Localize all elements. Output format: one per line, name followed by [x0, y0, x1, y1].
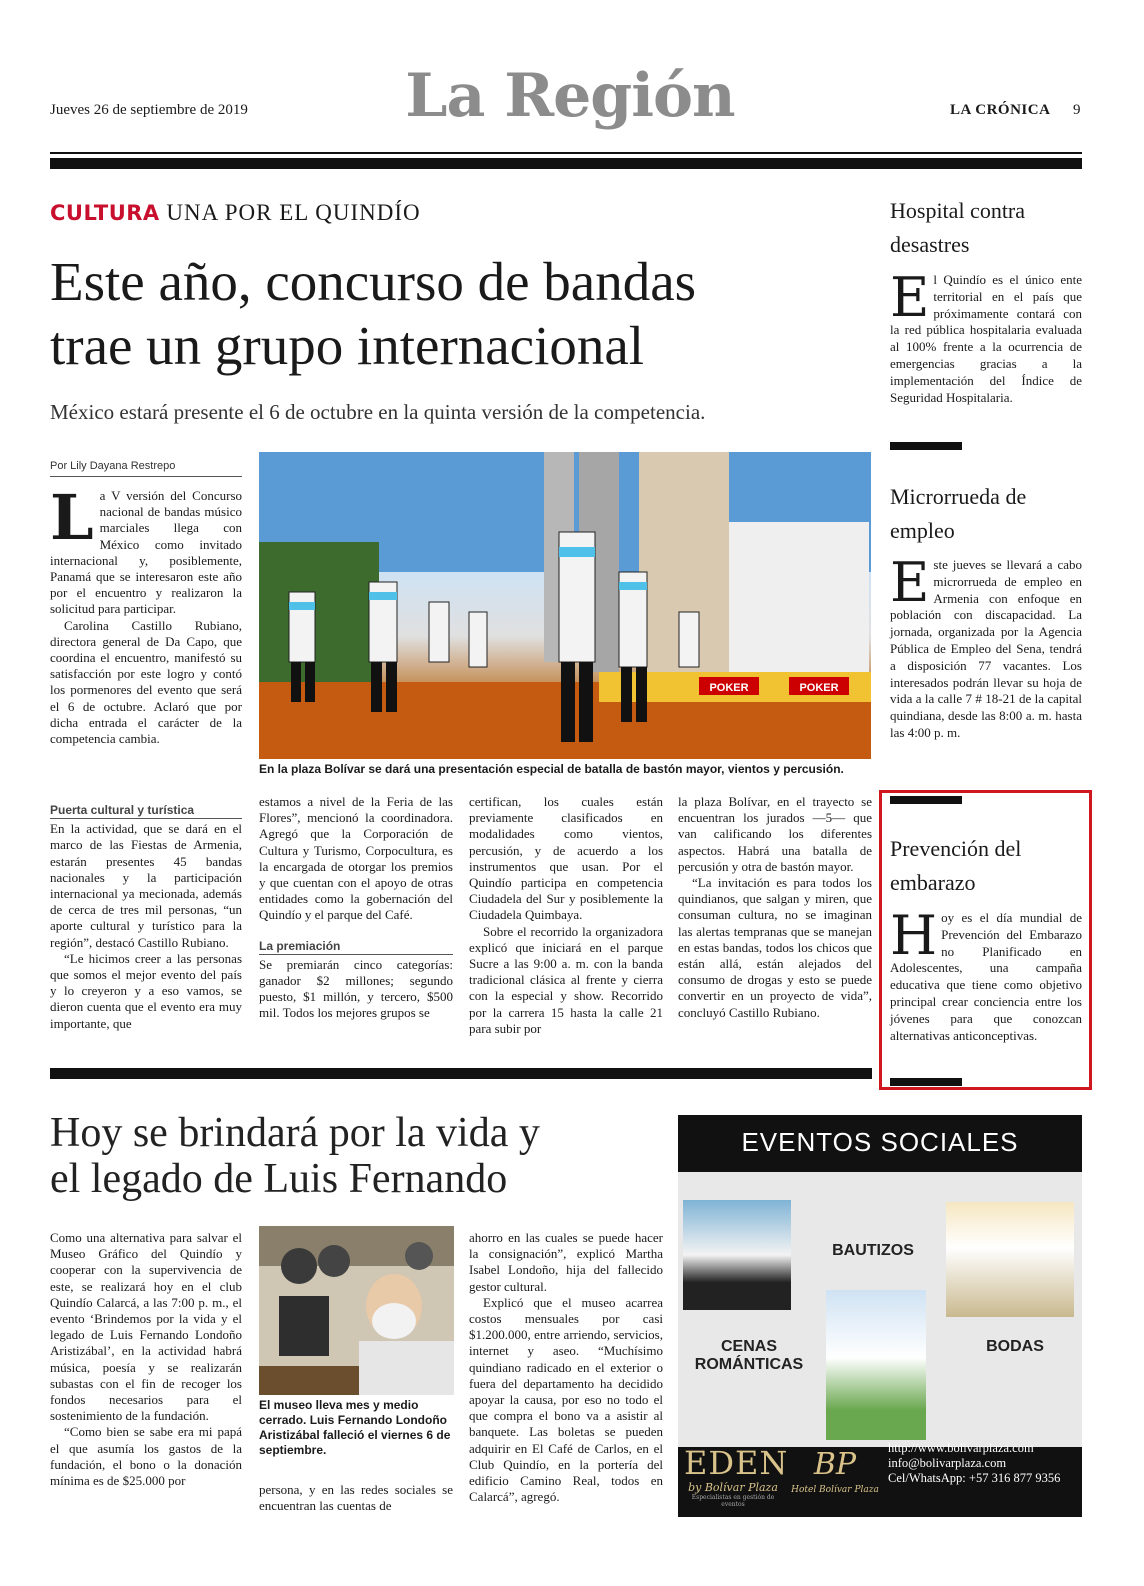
- ad-label-bautizos: BAUTIZOS: [832, 1242, 914, 1259]
- sidebar-dropcap-empleo: E: [890, 551, 930, 614]
- second-paragraph-5: Explicó que el museo acarrea costos mensuales por casi $1.200.000, entre arriendo, servicios, internet y aseo. “Muchísimo quindiano radicado en el exterior o fuera del departamento ha decidido apoyar la causa, por eso no todo el que compra el bono va a asistir al banquete. Las boletas se pueden adquirir en El Café de Carlos, en el Club Quindío, en la portería del edificio Camino Real, todos en Calarcá”, agregó.: [469, 1294, 663, 1505]
- ad-photo-venue: [826, 1290, 926, 1440]
- main-paragraph-7: certifican, los cuales están previamente clasificados en modalidades como vientos, percusión, y de acuerdo a los instrumentos que usan. Por el Quindío participa en competencia Ciudadela del Sur y posiblemente la Ciudadela Quimbaya.: [469, 794, 663, 923]
- marching-band-photo: [259, 452, 871, 759]
- second-headline: [50, 1110, 670, 1202]
- subhead-premiacion: La premiación: [259, 938, 453, 955]
- main-column-1b: [50, 796, 242, 1032]
- section-tagline: UNA POR EL QUINDÍO: [166, 200, 421, 225]
- sidebar-body-hospital: l Quindío es el único ente territorial en el país que próximamente contará con la red pública hospitalaria evaluada al 100% frente a la ocurrencia de emergencias gracias a la implementación del Índice de Seguridad Hospitalaria.: [890, 272, 1082, 405]
- second-headline-line-1: Hoy se brindará por la vida y: [50, 1110, 540, 1156]
- eventos-sociales-ad[interactable]: [678, 1115, 1082, 1517]
- ad-phone: Cel/WhatsApp: +57 316 877 9356: [888, 1471, 1061, 1485]
- banner-poker-2: POKER: [799, 682, 839, 694]
- eden-logo: [684, 1444, 789, 1508]
- sidebar-title-hospital: Hospital contra desastres: [890, 198, 1026, 257]
- sidebar-rule-3: [890, 1078, 962, 1086]
- hotel-logo-monogram: BP: [813, 1447, 857, 1482]
- byline: Por Lily Dayana Restrepo: [50, 460, 242, 477]
- sidebar-body-empleo: ste jueves se llevará a cabo microrrueda de empleo en Armenia con enfoque en población con discapacidad. La jornada, organizada por la Agencia Pública de Empleo del Sena, tendrá a disposición 77 vacantes. Los interesados podrán llevar su hoja de vida a la calle 7 # 18-21 de la capital quindiana, desde las 8:00 a. m. hasta las 4:00 p. m.: [890, 557, 1082, 740]
- subhead-puerta-cultural: Puerta cultural y turística: [50, 802, 242, 819]
- main-photo-caption: En la plaza Bolívar se dará una presentación especial de batalla de bastón mayor, vientos y percusión.: [259, 762, 844, 776]
- sidebar-body-embarazo: oy es el día mundial de Prevención del Embarazo no Planificado en Adolescentes, una campaña educativa que tiene como objetivo principal crear conciencia entre los jóvenes para que conozcan alternativas anticonceptivas.: [890, 910, 1082, 1043]
- ad-label-cenas: [678, 1338, 820, 1374]
- second-paragraph-3: persona, y en las redes sociales se encuentran las cuentas de: [259, 1482, 453, 1514]
- main-paragraph-4: “Le hicimos creer a las personas que somos el mejor evento del país y lo creyeron y a eso vamos, se dieron cuenta que el evento era muy importante, que: [50, 950, 242, 1031]
- page-number: 9: [1073, 102, 1081, 118]
- main-paragraph-10: “La invitación es para todos los quindianos, que salgan y miren, que consuman cultura, no se imaginan las alertas tempranas que se manejan en estas bandas, todos los chicos que están allá, están alejados del consumo de drogas y esto se puede convertir en un proyecto de vida”, concluyó Castillo Rubiano.: [678, 875, 872, 1020]
- header-rule-thin: [50, 152, 1082, 154]
- banner-poker-1: POKER: [709, 682, 749, 694]
- ad-label-bodas: BODAS: [986, 1338, 1044, 1355]
- museum-photo-caption: El museo lleva mes y medio cerrado. Luis Fernando Londoño Aristizábal falleció el viernes 6 de septiembre.: [259, 1398, 451, 1457]
- section-divider: [50, 1068, 872, 1079]
- sidebar-dropcap-embarazo: H: [890, 904, 938, 967]
- main-column-3: [469, 794, 663, 1037]
- main-column-2: [259, 794, 453, 1022]
- second-paragraph-2: “Como bien se sabe era mi papá el que asumía los gastos de la fundación, el bono o la donación mínima es de $25.000 por: [50, 1424, 242, 1489]
- main-paragraph-2: Carolina Castillo Rubiano, directora general de Da Capo, que coordina el encuentro, manifestó su satisfacción por este logro y contó los pormenores del evento que será el 6 de octubre. Aclaró que por dicha entrada el carácter de la competencia cambia.: [50, 617, 242, 747]
- second-column-2: [259, 1482, 453, 1514]
- section-kicker: [50, 200, 421, 226]
- eden-logo-text: EDEN: [684, 1444, 789, 1482]
- main-headline: [50, 250, 870, 378]
- ad-collage: [678, 1172, 1082, 1447]
- sidebar-title-empleo: Microrrueda de empleo: [890, 484, 1027, 543]
- second-paragraph-4: ahorro en las cuales se puede hacer la consignación”, explicó Martha Isabel Londoño, hija del fallecido gestor cultural.: [469, 1230, 663, 1294]
- ad-title: EVENTOS SOCIALES: [741, 1127, 1019, 1157]
- ad-photo-dinner: [683, 1200, 791, 1310]
- museum-photo: [259, 1226, 454, 1395]
- ad-photo-wedding: [946, 1202, 1074, 1317]
- main-paragraph-3: En la actividad, que se dará en el marco de las Fiestas de Armenia, estarán presentes 45 bandas nacionales y la participación internacional ya mecionada, además de cerca de tres mil personas, “un aporte cultural y turístico para la región”, destacó Castillo Rubiano.: [50, 821, 242, 950]
- sidebar-text-hospital: [890, 266, 1082, 406]
- ad-contact: [888, 1441, 1078, 1486]
- main-paragraph-1: a V versión del Concurso nacional de bandas músico marciales llega con México como invitado internacional y, posiblemente, Panamá que se interesaron este año por el encuentro y realizaron la solicitud para participar.: [50, 488, 242, 617]
- second-column-1: [50, 1230, 242, 1489]
- sidebar-text-embarazo: [890, 904, 1082, 1044]
- header-rule-thick: [50, 158, 1082, 169]
- hotel-logo-sub: Hotel Bolívar Plaza: [791, 1485, 879, 1495]
- ad-label-cenas-line-1: CENAS: [720, 1338, 777, 1355]
- second-paragraph-1: Como una alternativa para salvar el Museo Gráfico del Quindío y cooperar con la supervivencia de este, se realizará hoy en el club Quindío Calarcá, a las 7:00 p. m., el evento ‘Brindemos por la vida y el legado de Luis Fernando Londoño Aristizábal’, en la actividad habrá música, poesía y se realizarán subastas con el fin de recoger los fondos necesarios para el sostenimiento de la fundación.: [50, 1230, 242, 1424]
- ad-email-link[interactable]: info@bolivarplaza.com: [888, 1456, 1007, 1470]
- publication-name: LA CRÓNICA: [950, 102, 1051, 118]
- issue-date: Jueves 26 de septiembre de 2019: [50, 102, 248, 118]
- hotel-logo: [786, 1445, 884, 1495]
- ad-url-link[interactable]: http://www.bolivarplaza.com: [888, 1441, 1034, 1455]
- eden-logo-sub: by Bolívar Plaza: [688, 1481, 778, 1494]
- main-headline-line-2: trae un grupo internacional: [50, 315, 645, 376]
- marching-band-illustration: [259, 452, 871, 759]
- main-column-4: [678, 794, 872, 1021]
- sidebar-rule-1: [890, 442, 962, 450]
- main-paragraph-5: estamos a nivel de la Feria de las Flores”, mencionó la coordinadora. Agregó que la Corporación de Cultura y Turismo, Corpocultura, es la encargada de otorgar los premios y que cuentan con el apoyo de otras entidades como la gobernación del Quindío y el parque del Café.: [259, 794, 453, 923]
- second-column-3: [469, 1230, 663, 1505]
- museum-photo-illustration: [259, 1226, 454, 1395]
- masthead-title: La Región: [405, 61, 735, 131]
- drop-cap: L: [50, 481, 94, 554]
- sidebar-text-empleo: [890, 551, 1082, 742]
- main-paragraph-9: la plaza Bolívar, en el trayecto se encuentran los jurados —5— que van calificando los diferentes aspectos. Habrá una batalla de percusión y otra de bastón mayor.: [678, 794, 872, 874]
- sidebar-dropcap-hospital: E: [890, 266, 930, 329]
- main-paragraph-6: Se premiarán cinco categorías: ganador $2 millones; segundo puesto, $1 millón, y tercero, $500 mil. Todos los mejores grupos se: [259, 956, 453, 1021]
- main-paragraph-8: Sobre el recorrido la organizadora explicó que iniciará en el parque Sucre a las 9:00 a. m. con la banda tradicional clásica al frente y cierra con la especial y show. Recorrido por la carrera 15 hasta la calle 21 para subir por: [469, 923, 663, 1036]
- sidebar-title-embarazo: Prevención del embarazo: [890, 836, 1022, 895]
- main-headline-line-1: Este año, concurso de bandas: [50, 251, 697, 312]
- main-deck: México estará presente el 6 de octubre en la quinta versión de la competencia.: [50, 400, 706, 424]
- main-column-1: [50, 481, 242, 747]
- second-headline-line-2: el legado de Luis Fernando: [50, 1156, 508, 1202]
- section-label: CULTURA: [50, 201, 160, 225]
- sidebar-rule-2: [890, 796, 962, 804]
- ad-label-cenas-line-2: ROMÁNTICAS: [694, 1356, 804, 1373]
- eden-logo-note: Especialistas en gestión de eventos: [691, 1494, 775, 1508]
